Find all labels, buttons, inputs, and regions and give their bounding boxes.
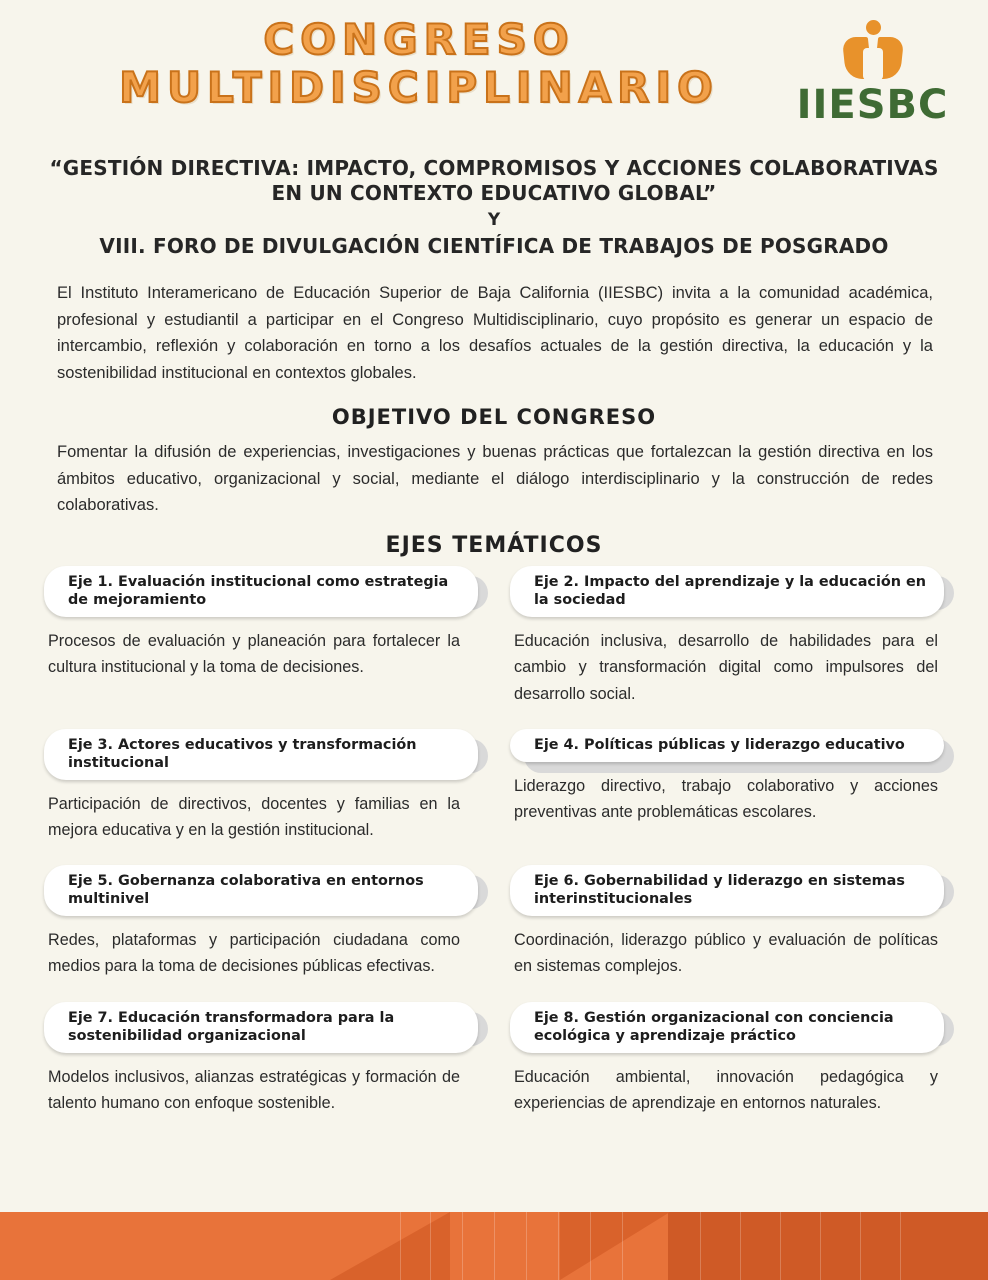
footer-line — [780, 1212, 781, 1280]
footer-line — [494, 1212, 495, 1280]
logo-dot — [866, 20, 881, 35]
eje-item — [44, 566, 478, 707]
subtitle-conjunction: Y — [487, 210, 501, 230]
eje-item — [44, 1002, 478, 1116]
footer-line — [462, 1212, 463, 1280]
eje-title: Eje 3. Actores educativos y transformación institucional — [44, 729, 478, 780]
eje-description: Procesos de evaluación y planeación para fortalecer la cultura institucional y la toma de decisiones. — [48, 632, 460, 677]
eje-title: Eje 6. Gobernabilidad y liderazgo en sistemas interinstitucionales — [510, 865, 944, 916]
forum-title: VIII. FORO DE DIVULGACIÓN CIENTÍFICA DE TRABAJOS DE POSGRADO — [99, 234, 889, 258]
eje-description: Liderazgo directivo, trabajo colaborativo y acciones preventivas ante problemáticas escolares. — [514, 776, 938, 821]
footer-line — [430, 1212, 431, 1280]
iiesbc-logo — [785, 18, 960, 128]
logo-notch — [863, 48, 883, 80]
eje-title: Eje 2. Impacto del aprendizaje y la educación en la sociedad — [510, 566, 944, 617]
main-title-line1: CONGRESO — [263, 15, 575, 64]
footer-triangle-right — [560, 1212, 670, 1280]
footer-line — [740, 1212, 741, 1280]
footer-line — [558, 1212, 559, 1280]
eje-description: Redes, plataformas y participación ciudadana como medios para la toma de decisiones públicas efectivas. — [48, 931, 460, 976]
footer-line — [820, 1212, 821, 1280]
eje-description: Educación inclusiva, desarrollo de habilidades para el cambio y transformación digital como impulsores del desarrollo social. — [514, 632, 938, 703]
ejes-grid — [0, 566, 988, 1116]
footer-line — [700, 1212, 701, 1280]
eje-item — [44, 729, 478, 843]
eje-item — [44, 865, 478, 979]
footer-graphic-band — [0, 1212, 988, 1280]
intro-paragraph: El Instituto Interamericano de Educación Superior de Baja California (IIESBC) invita a la comunidad académica, profesional y estudiantil a participar en el Congreso Multidisciplinario, cuyo propósito es generar un espacio de intercambio, reflexión y colaboración en torno a los desafíos actuales de la gestión directiva, la educación y la sostenibilidad institucional en contextos globales. — [57, 284, 933, 383]
eje-description: Coordinación, liderazgo público y evaluación de políticas en sistemas complejos. — [514, 931, 938, 976]
eje-title: Eje 1. Evaluación institucional como estrategia de mejoramiento — [44, 566, 478, 617]
eje-title: Eje 8. Gestión organizacional con conciencia ecológica y aprendizaje práctico — [510, 1002, 944, 1053]
eje-description: Modelos inclusivos, alianzas estratégicas y formación de talento humano con enfoque sostenible. — [48, 1067, 460, 1112]
eje-item — [510, 1002, 944, 1116]
congress-theme-title: “GESTIÓN DIRECTIVA: IMPACTO, COMPROMISOS Y ACCIONES COLABORATIVAS EN UN CONTEXTO EDUCATIVO GLOBAL” — [49, 156, 939, 205]
footer-line — [900, 1212, 901, 1280]
main-title-line2: MULTIDISCIPLINARIO — [119, 63, 719, 113]
objective-heading: OBJETIVO DEL CONGRESO — [331, 404, 657, 429]
eje-title: Eje 4. Políticas públicas y liderazgo educativo — [510, 729, 944, 762]
eje-title: Eje 5. Gobernanza colaborativa en entornos multinivel — [44, 865, 478, 916]
objective-paragraph: Fomentar la difusión de experiencias, investigaciones y buenas prácticas que fortalezcan la gestión directiva en los ámbitos educativo, organizacional y social, mediante el diálogo interdisciplinario y la construcción de redes colaborativas. — [57, 442, 933, 515]
footer-line — [860, 1212, 861, 1280]
eje-item — [510, 865, 944, 979]
iiesbc-bird-logo-icon — [841, 18, 905, 80]
eje-item — [510, 566, 944, 707]
poster-header — [0, 0, 988, 146]
eje-item — [510, 729, 944, 843]
eje-description: Educación ambiental, innovación pedagógica y experiencias de aprendizaje en entornos naturales. — [514, 1067, 938, 1112]
ejes-heading: EJES TEMÁTICOS — [385, 533, 603, 559]
logo-text: IIESBC — [796, 82, 949, 128]
footer-line — [400, 1212, 401, 1280]
footer-line — [590, 1212, 591, 1280]
footer-line — [622, 1212, 623, 1280]
footer-triangle-left — [330, 1212, 450, 1280]
eje-title: Eje 7. Educación transformadora para la sostenibilidad organizacional — [44, 1002, 478, 1053]
eje-description: Participación de directivos, docentes y familias en la mejora educativa y en la gestión institucional. — [48, 794, 460, 839]
footer-dark-section — [668, 1212, 988, 1280]
footer-line — [526, 1212, 527, 1280]
subtitle-block — [0, 146, 988, 258]
